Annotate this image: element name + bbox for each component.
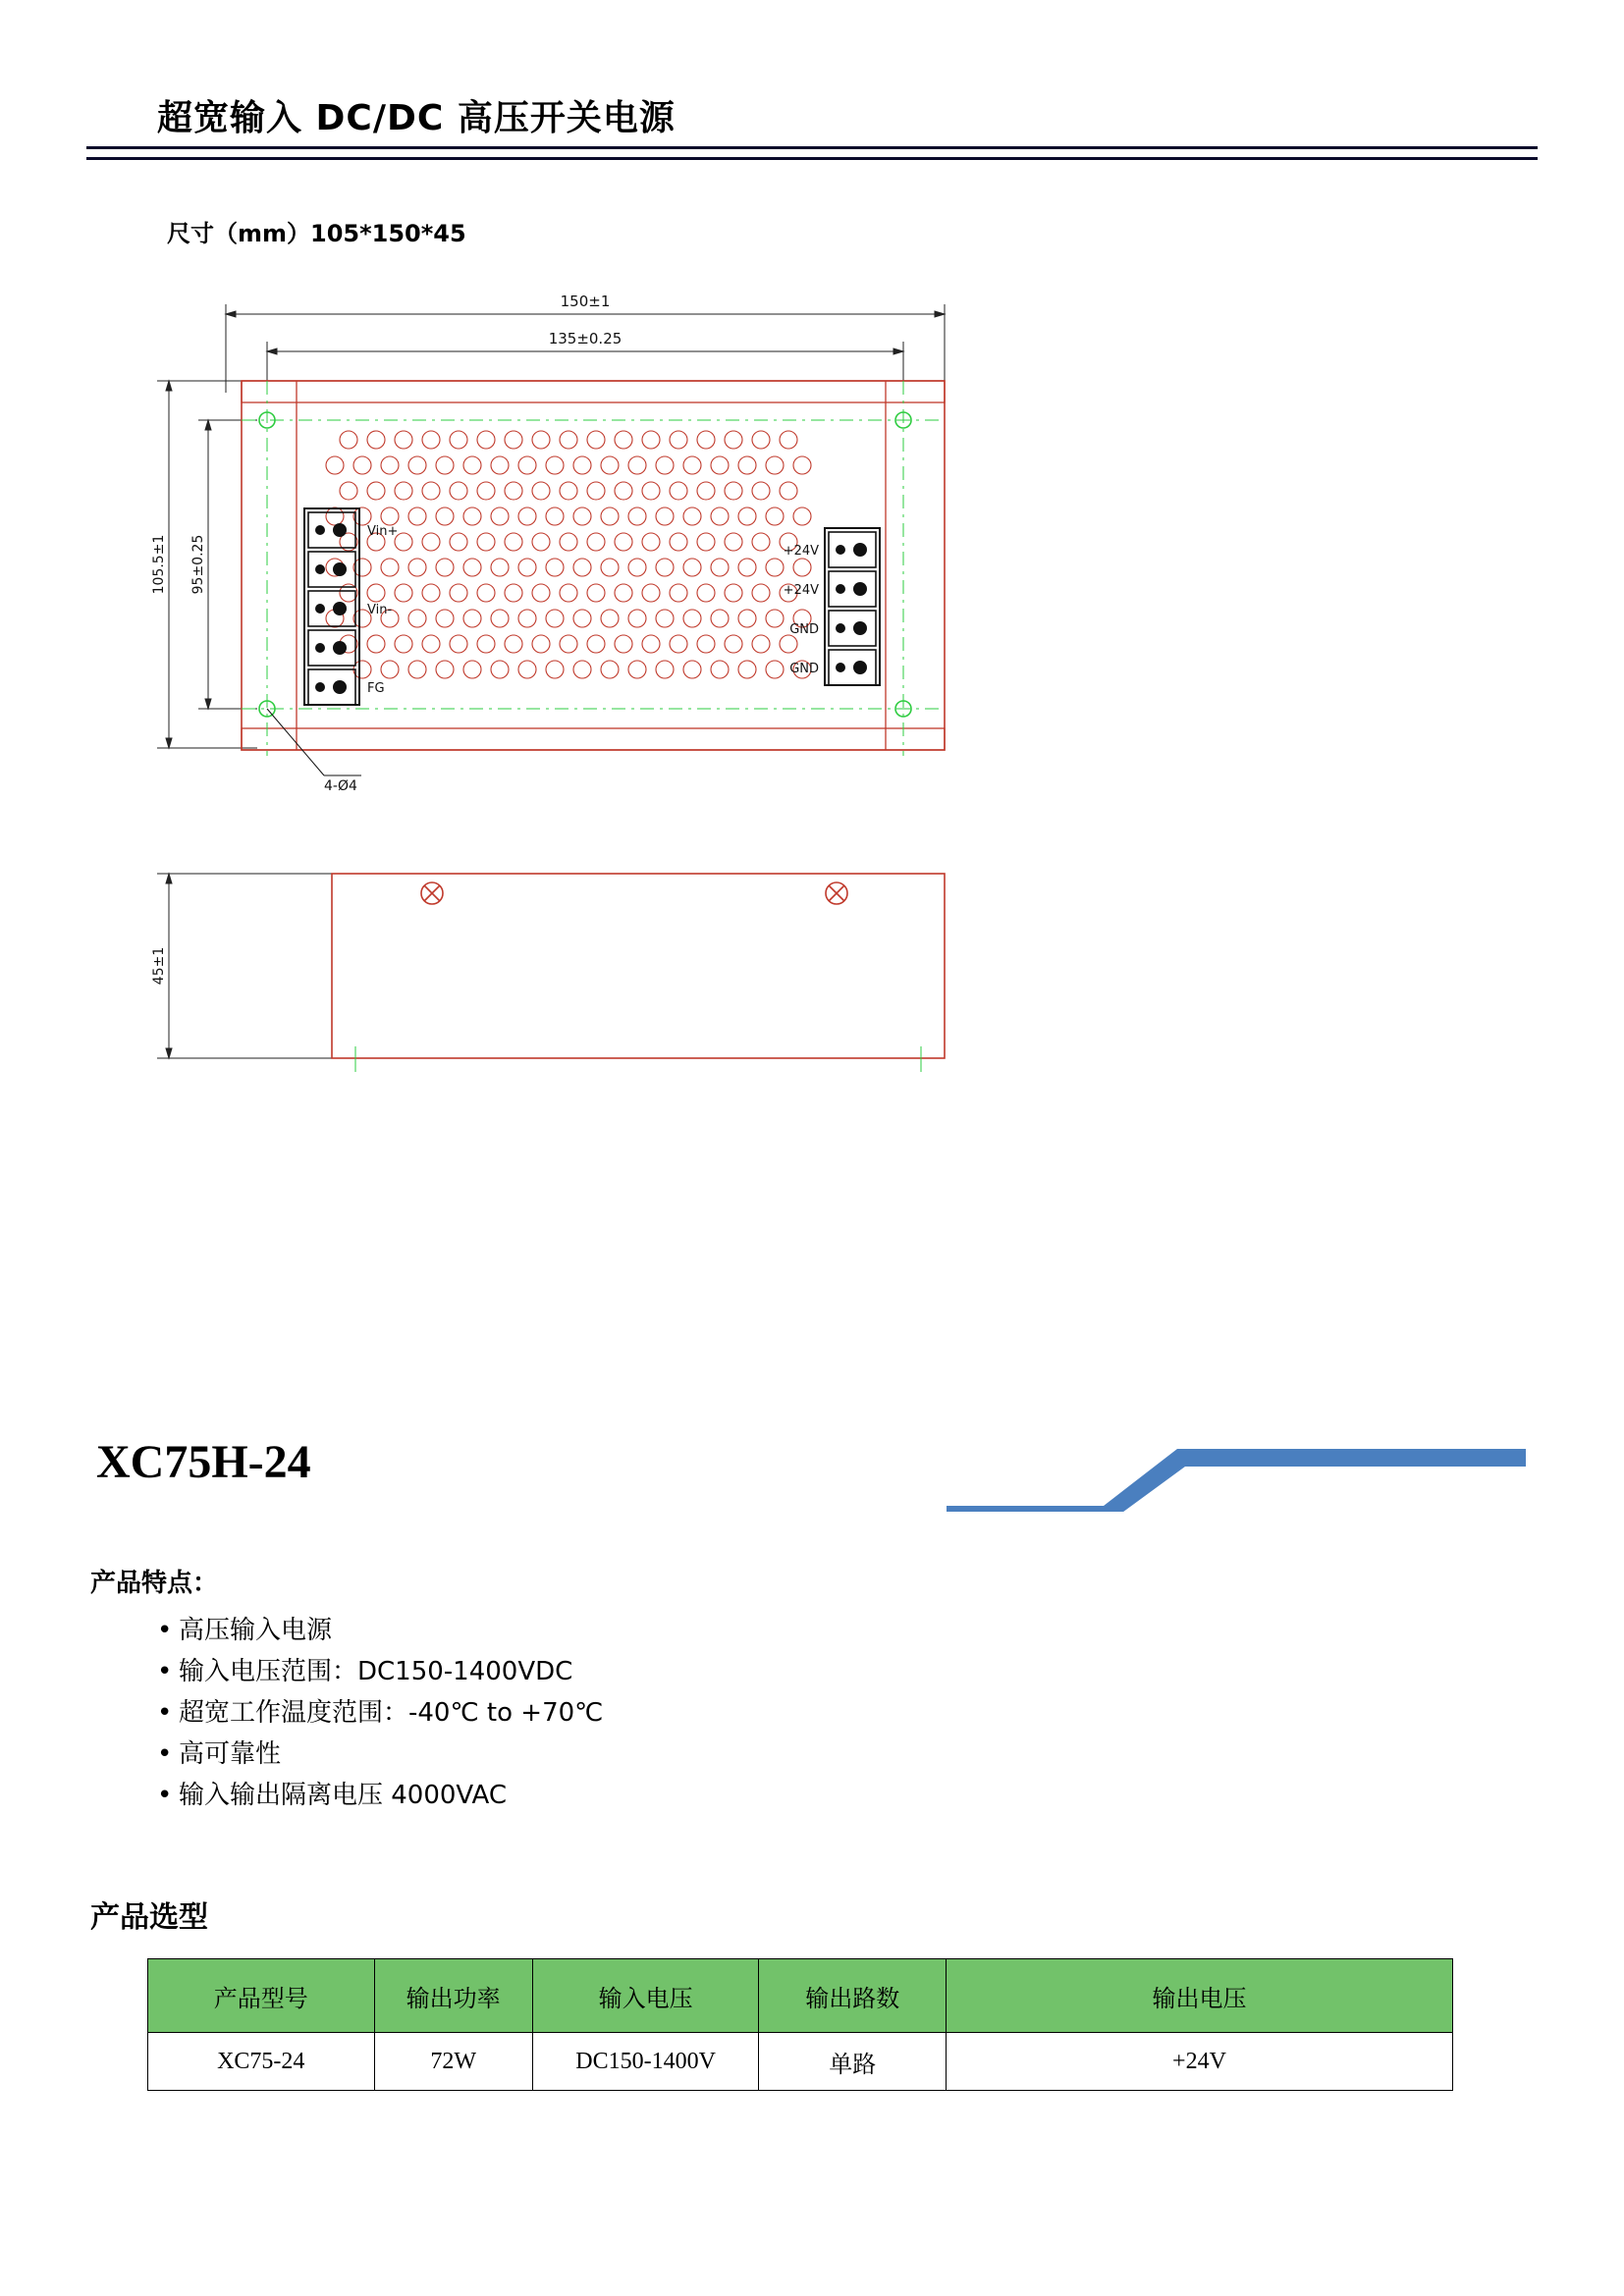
table-header-row bbox=[148, 1959, 1453, 2033]
list-item bbox=[157, 1610, 1434, 1651]
table-row bbox=[148, 2033, 1453, 2091]
table-cell: 72W bbox=[374, 2033, 532, 2091]
mechanical-drawing bbox=[147, 265, 1247, 1325]
list-item bbox=[157, 1734, 1434, 1775]
svg-text:Vin+: Vin+ bbox=[367, 524, 399, 539]
selection-table bbox=[147, 1958, 1453, 2091]
table-cell: +24V bbox=[946, 2033, 1452, 2091]
feature-text: 高可靠性 bbox=[179, 1739, 282, 1770]
table-cell: DC150-1400V bbox=[532, 2033, 759, 2091]
table-cell: 单路 bbox=[759, 2033, 946, 2091]
svg-text:105.5±1: 105.5±1 bbox=[151, 534, 167, 595]
feature-text: 输入电压范围：DC150-1400VDC bbox=[179, 1657, 573, 1687]
page-header bbox=[86, 98, 1538, 160]
table-header-cell: 输出功率 bbox=[374, 1959, 532, 2033]
table-header-cell: 输出电压 bbox=[946, 1959, 1452, 2033]
svg-text:Vin-: Vin- bbox=[367, 603, 393, 617]
table-header-cell: 输出路数 bbox=[759, 1959, 946, 2033]
list-item bbox=[157, 1692, 1434, 1734]
dimensions-note: 尺寸（mm）105*150*45 bbox=[167, 220, 466, 247]
banner-graphic bbox=[947, 1433, 1526, 1512]
list-item bbox=[157, 1775, 1434, 1816]
table-cell: XC75-24 bbox=[148, 2033, 375, 2091]
svg-text:+24V: +24V bbox=[783, 583, 819, 598]
bullet-icon: • bbox=[157, 1616, 173, 1645]
bullet-icon: • bbox=[157, 1739, 173, 1770]
feature-text: 输入输出隔离电压 4000VAC bbox=[179, 1781, 508, 1811]
header-divider bbox=[86, 146, 1538, 160]
table-header-cell: 产品型号 bbox=[148, 1959, 375, 2033]
selection-title: 产品选型 bbox=[90, 1900, 208, 1935]
features-title: 产品特点： bbox=[90, 1569, 219, 1598]
page-title: 超宽输入 DC/DC 高压开关电源 bbox=[157, 98, 676, 138]
table-header-cell: 输入电压 bbox=[532, 1959, 759, 2033]
svg-text:+24V: +24V bbox=[783, 544, 819, 559]
bullet-icon: • bbox=[157, 1698, 173, 1729]
model-header bbox=[96, 1433, 1526, 1522]
svg-text:GND: GND bbox=[789, 662, 819, 676]
model-name: XC75H-24 bbox=[96, 1436, 311, 1488]
svg-text:FG: FG bbox=[367, 681, 385, 696]
svg-text:135±0.25: 135±0.25 bbox=[548, 330, 623, 347]
features-list bbox=[157, 1610, 1434, 1817]
feature-text: 超宽工作温度范围：-40℃ to +70℃ bbox=[179, 1698, 604, 1729]
bullet-icon: • bbox=[157, 1781, 173, 1811]
svg-text:95±0.25: 95±0.25 bbox=[190, 534, 206, 595]
svg-text:4-Ø4: 4-Ø4 bbox=[324, 778, 357, 794]
svg-text:150±1: 150±1 bbox=[560, 293, 611, 310]
list-item bbox=[157, 1651, 1434, 1692]
svg-text:GND: GND bbox=[789, 622, 819, 637]
svg-text:45±1: 45±1 bbox=[151, 946, 167, 986]
feature-text: 高压输入电源 bbox=[179, 1616, 333, 1645]
bullet-icon: • bbox=[157, 1657, 173, 1687]
